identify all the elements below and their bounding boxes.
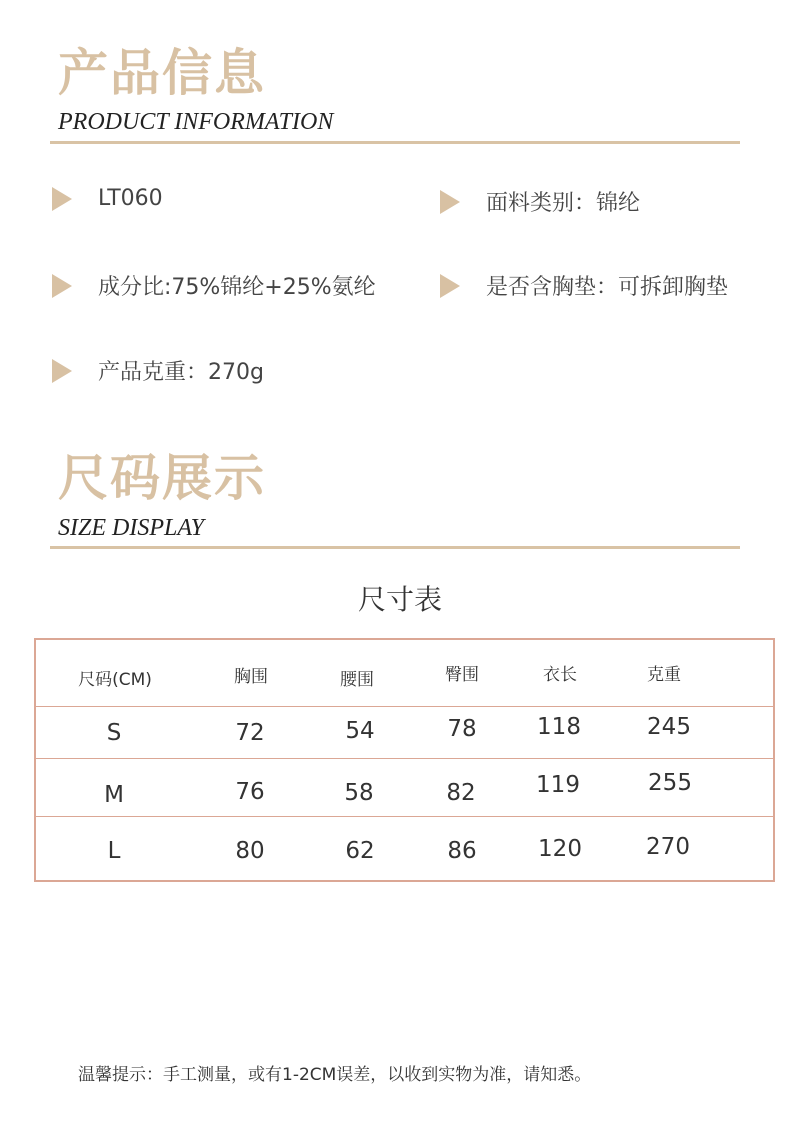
info-item-text: 面料类别：锦纶 bbox=[486, 191, 641, 216]
info-item-weight bbox=[52, 355, 264, 386]
table-cell: 62 bbox=[345, 838, 375, 864]
table-cell: M bbox=[104, 782, 124, 808]
table-cell: 255 bbox=[648, 770, 692, 796]
triangle-bullet-icon bbox=[52, 274, 72, 298]
footnote: 温馨提示：手工测量，或有1-2CM误差，以收到实物为准，请知悉。 bbox=[78, 1065, 592, 1085]
triangle-bullet-icon bbox=[440, 274, 460, 298]
triangle-bullet-icon bbox=[52, 359, 72, 383]
size-display-title: 尺码展示 bbox=[58, 449, 266, 507]
table-header-weight: 克重 bbox=[647, 665, 681, 685]
table-cell: 78 bbox=[447, 716, 477, 742]
table-cell: L bbox=[107, 838, 121, 864]
table-cell: 245 bbox=[647, 714, 691, 740]
info-item-text: 成分比:75%锦纶+25%氨纶 bbox=[98, 275, 376, 300]
table-cell: 54 bbox=[345, 718, 375, 744]
size-display-divider bbox=[50, 546, 740, 549]
table-row-divider bbox=[36, 758, 773, 759]
info-item-text: LT060 bbox=[98, 186, 163, 211]
table-header-length: 衣长 bbox=[543, 665, 577, 685]
table-cell: 58 bbox=[344, 780, 374, 806]
info-item-code bbox=[52, 186, 163, 211]
table-cell: 82 bbox=[446, 780, 476, 806]
table-header-waist: 腰围 bbox=[340, 670, 374, 690]
table-row-divider bbox=[36, 706, 773, 707]
table-header-chest: 胸围 bbox=[234, 667, 268, 687]
table-cell: 270 bbox=[646, 834, 690, 860]
table-row-divider bbox=[36, 816, 773, 817]
info-item-fabric bbox=[440, 186, 640, 217]
size-display-subtitle: SIZE DISPLAY bbox=[58, 515, 205, 541]
triangle-bullet-icon bbox=[440, 190, 460, 214]
triangle-bullet-icon bbox=[52, 187, 72, 211]
info-item-text: 产品克重：270g bbox=[98, 360, 264, 385]
product-info-divider bbox=[50, 141, 740, 144]
table-cell: 76 bbox=[235, 779, 265, 805]
table-header-hip: 臀围 bbox=[445, 665, 479, 685]
table-header-size: 尺码(CM) bbox=[78, 670, 152, 690]
table-cell: 119 bbox=[536, 772, 580, 798]
table-cell: 80 bbox=[235, 838, 265, 864]
info-item-chest-pad bbox=[440, 270, 728, 301]
info-item-composition bbox=[52, 270, 376, 301]
size-table-title: 尺寸表 bbox=[357, 583, 442, 616]
table-cell: 118 bbox=[537, 714, 581, 740]
product-info-subtitle: PRODUCT INFORMATION bbox=[58, 109, 334, 135]
size-table bbox=[34, 638, 775, 882]
product-info-title: 产品信息 bbox=[58, 44, 266, 102]
table-cell: 86 bbox=[447, 838, 477, 864]
table-cell: 120 bbox=[538, 836, 582, 862]
table-cell: 72 bbox=[235, 720, 265, 746]
table-cell: S bbox=[106, 720, 122, 746]
info-item-text: 是否含胸垫：可拆卸胸垫 bbox=[486, 275, 729, 300]
